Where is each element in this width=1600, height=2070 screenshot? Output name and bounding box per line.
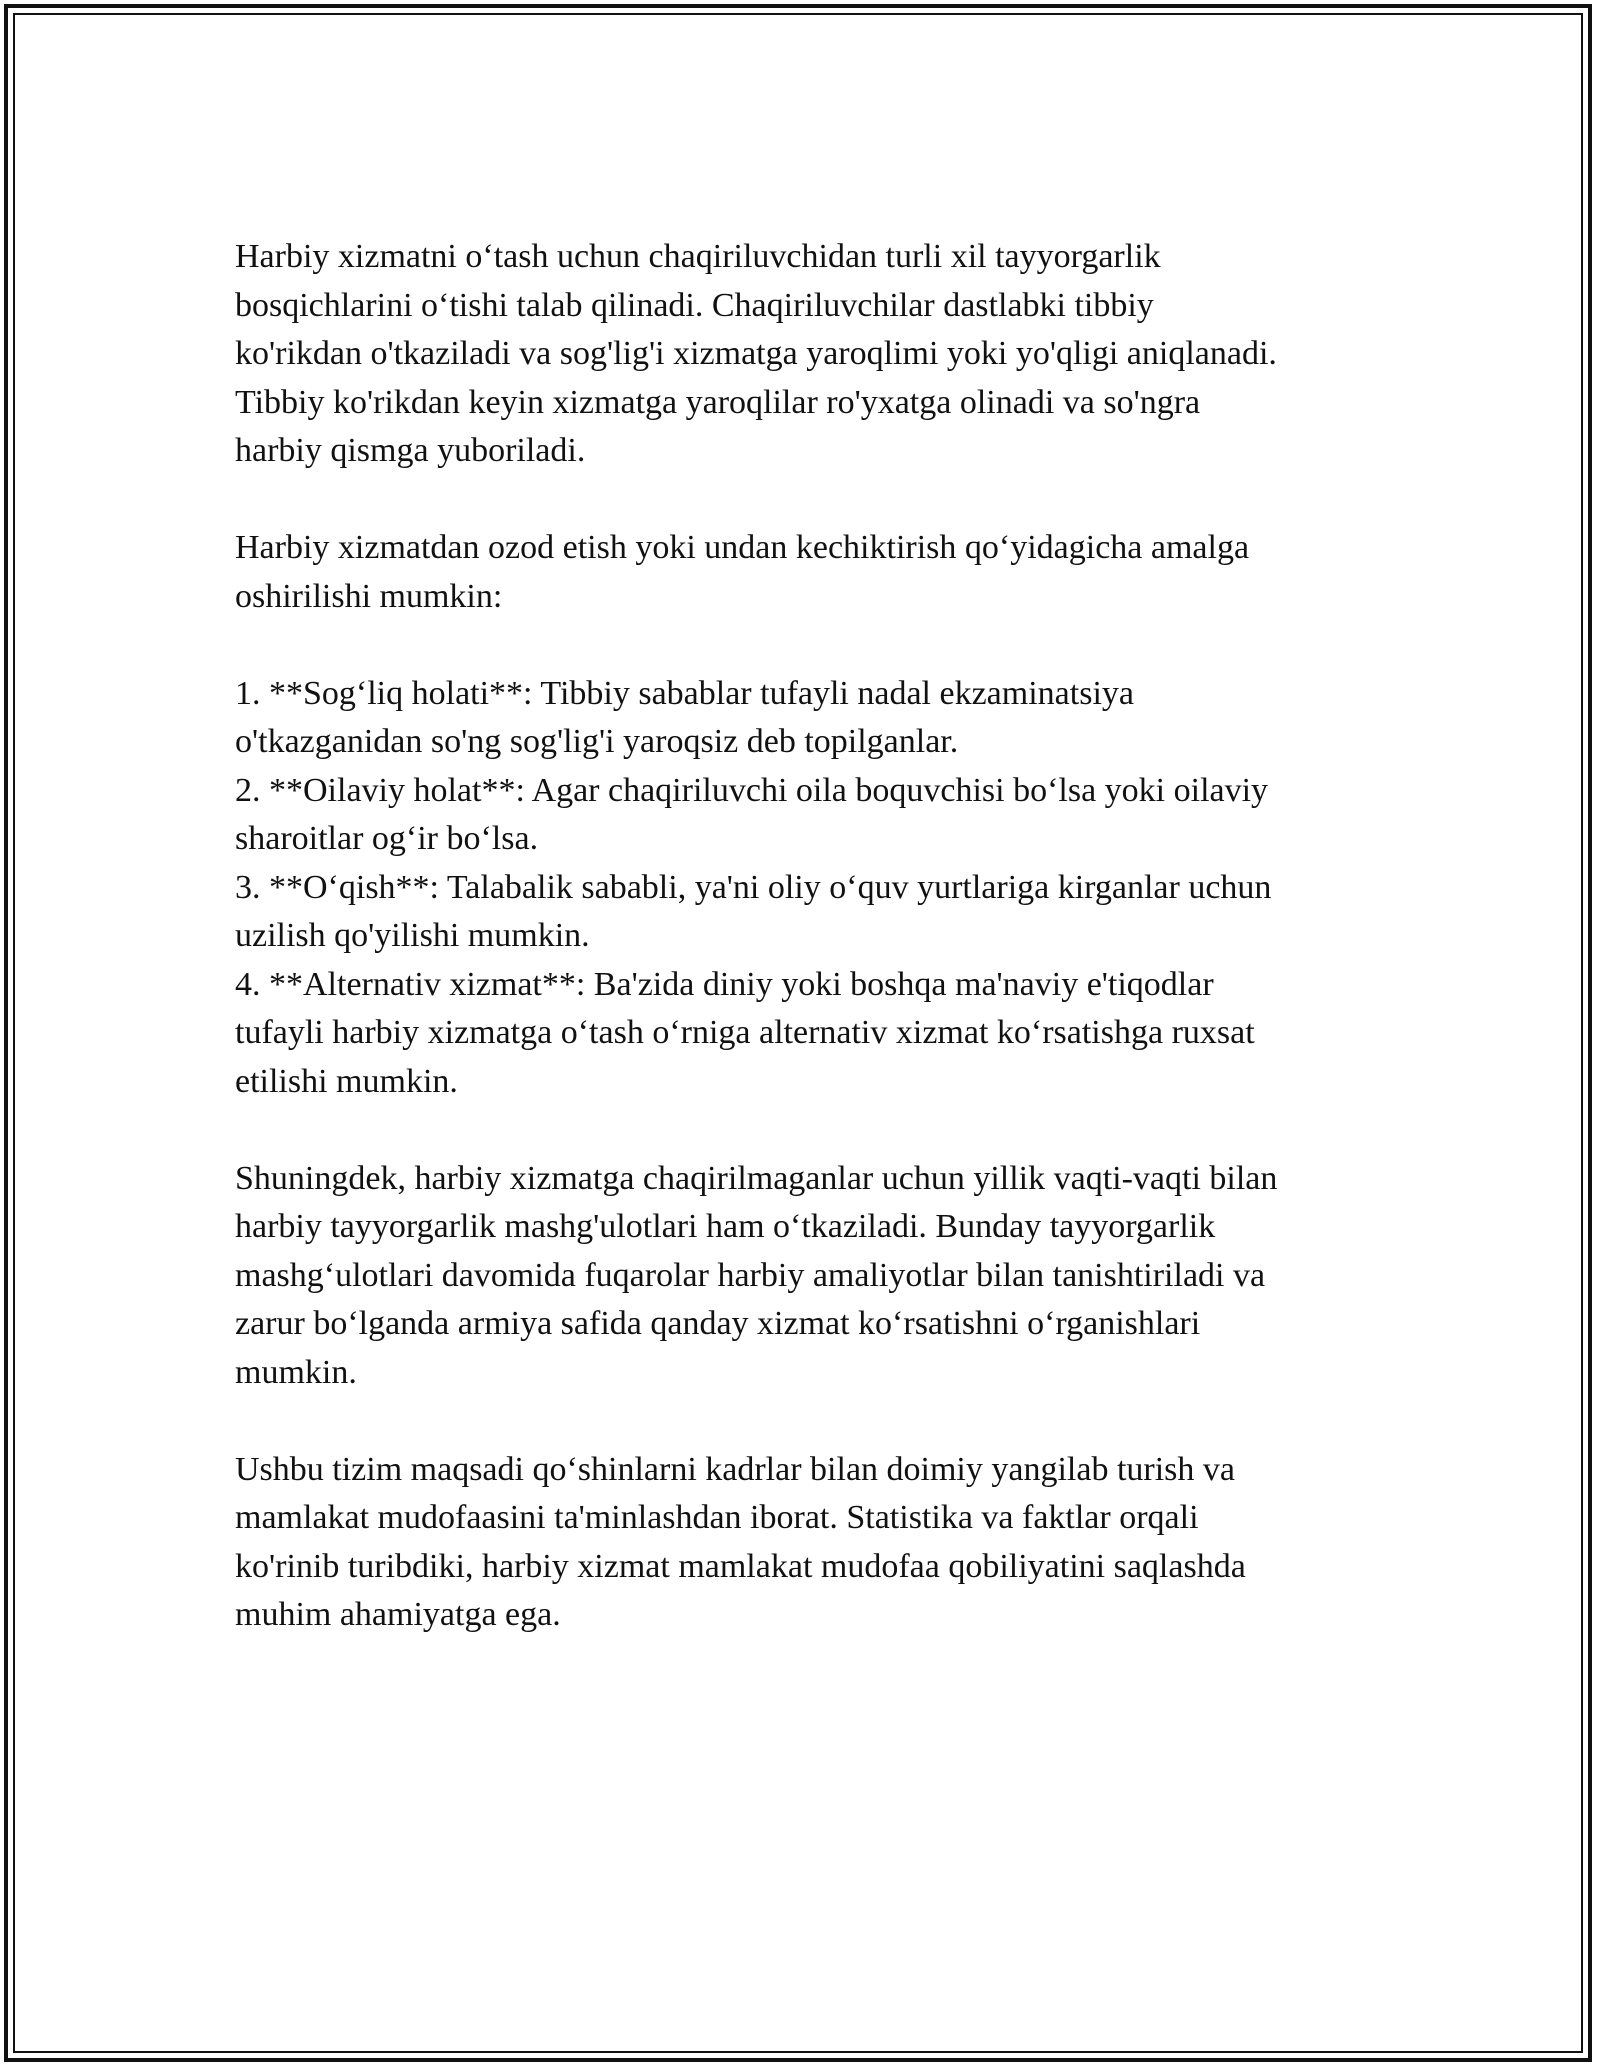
paragraph-spacer <box>235 476 1370 525</box>
paragraph-exemption-intro: Harbiy xizmatdan ozod etish yoki undan kechiktirish qo‘yidagicha amalga oshirilishi mumkin: <box>235 529 1250 615</box>
document-body <box>235 233 1370 1640</box>
exemption-list: 1. **Sog‘liq holati**: Tibbiy sabablar tufayli nadal ekzaminatsiya o'tkazganidan so'ng sog'lig'i yaroqsiz deb topilganlar. 2. **Oilaviy holat**: Agar chaqiriluvchi oila boquvchisi bo‘lsa yoki oilaviy sharoitlar og‘ir bo‘lsa. 3. **O‘qish**: Talabalik sababli, ya'ni oliy o‘quv yurtlariga kirganlar uchun uzilish qo'yilishi mumkin. 4. **Alternativ xizmat**: Ba'zida diniy yoki boshqa ma'naviy e'tiqodlar tufayli harbiy xizmatga o‘tash o‘rniga alternativ xizmat ko‘rsatishga ruxsat etilishi mumkin. <box>235 674 1272 1100</box>
paragraph-spacer <box>235 1397 1370 1446</box>
paragraph-training-exercises: Shuningdek, harbiy xizmatga chaqirilmaganlar uchun yillik vaqti-vaqti bilan harbiy tayyorgarlik mashg'ulotlari ham o‘tkaziladi. Bunday tayyorgarlik mashg‘ulotlari davomida fuqarolar harbiy amaliyotlar bilan tanishtiriladi va zarur bo‘lganda armiya safida qanday xizmat ko‘rsatishni o‘rganishlari mumkin. <box>235 1159 1278 1391</box>
paragraph-system-purpose: Ushbu tizim maqsadi qo‘shinlarni kadrlar bilan doimiy yangilab turish va mamlakat mudofaasini ta'minlashdan iborat. Statistika va faktlar orqali ko'rinib turibdiki, harbiy xizmat mamlakat mudofaa qobiliyatini saqlashda muhim ahamiyatga ega. <box>235 1450 1246 1633</box>
paragraph-conscription-stages: Harbiy xizmatni o‘tash uchun chaqiriluvchidan turli xil tayyorgarlik bosqichlarini o‘tishi talab qilinadi. Chaqiriluvchilar dastlabki tibbiy ko'rikdan o'tkaziladi va sog'lig'i xizmatga yaroqlimi yoki yo'qligi aniqlanadi. Tibbiy ko'rikdan keyin xizmatga yaroqlilar ro'yxatga olinadi va so'ngra harbiy qismga yuboriladi. <box>235 238 1277 469</box>
paragraph-spacer <box>235 621 1370 670</box>
paragraph-spacer <box>235 1106 1370 1155</box>
